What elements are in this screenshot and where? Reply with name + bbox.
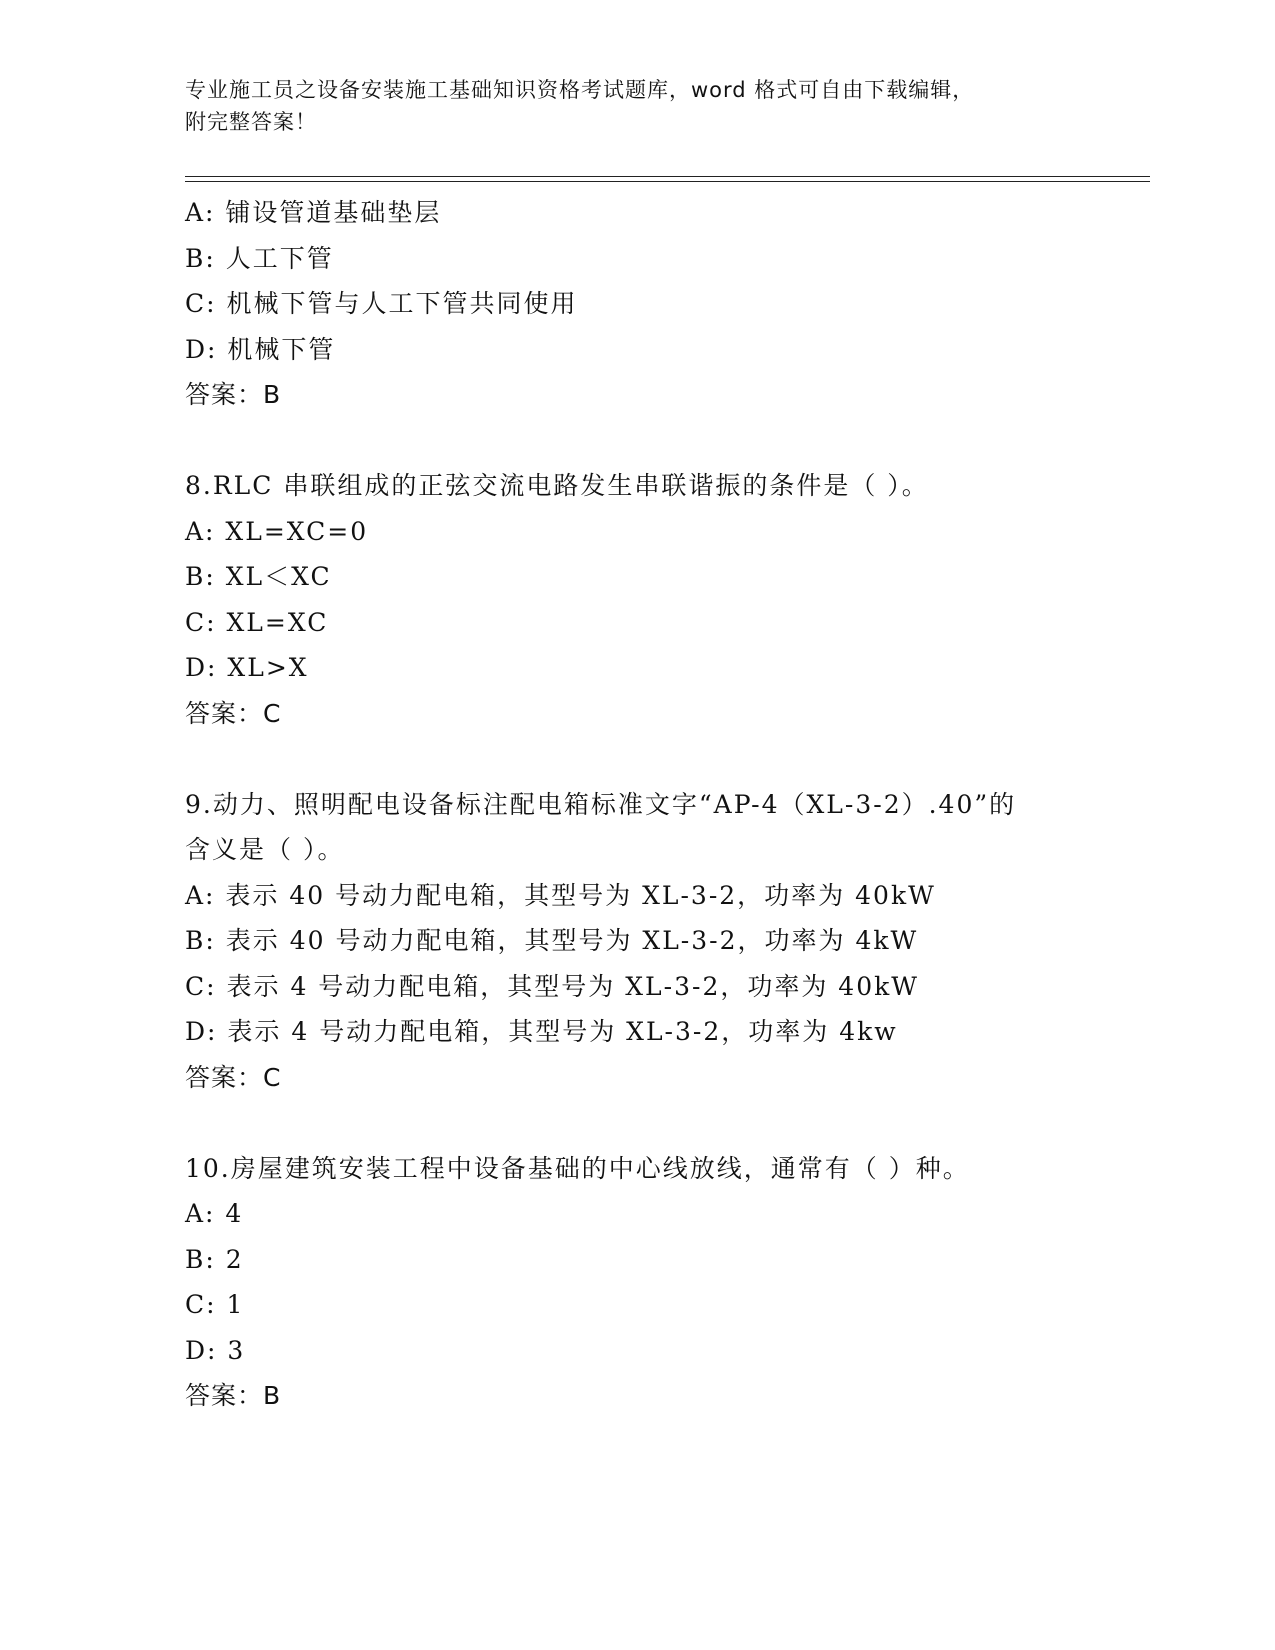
option-d: D: 表示 4 号动力配电箱，其型号为 XL-3-2，功率为 4kw [185, 1017, 898, 1046]
question-text-line-2: 含义是（ ）。 [185, 835, 345, 864]
option-a: A: 表示 40 号动力配电箱，其型号为 XL-3-2，功率为 40kW [185, 880, 936, 910]
document-header [185, 74, 1065, 138]
option-c: C: 表示 4 号动力配电箱，其型号为 XL-3-2，功率为 40kW [185, 971, 919, 1001]
answer: 答案：B [185, 1381, 282, 1410]
spacer [185, 736, 1145, 782]
header-divider-bottom [185, 181, 1150, 182]
option-d: D: 机械下管 [185, 334, 336, 364]
question-list [185, 190, 1145, 1419]
option-d: D: XL>X [185, 653, 309, 682]
question-7 [185, 190, 1145, 418]
option-b: B: 2 [185, 1244, 244, 1274]
option-a: A: XL=XC=0 [185, 516, 369, 546]
option-a: A: 铺设管道基础垫层 [185, 198, 442, 227]
question-text-line-1: 9.动力、照明配电设备标注配电箱标准文字“AP-4（XL-3-2）.40”的 [185, 789, 1017, 819]
option-d: D: 3 [185, 1335, 246, 1365]
question-9 [185, 782, 1145, 1101]
option-c: C: XL=XC [185, 607, 329, 637]
question-10 [185, 1146, 1145, 1419]
question-8 [185, 463, 1145, 736]
answer: 答案：C [185, 698, 282, 728]
option-b: B: 人工下管 [185, 243, 334, 273]
option-b: B: XL＜XC [185, 562, 332, 591]
question-text: 8.RLC 串联组成的正弦交流电路发生串联谐振的条件是（ ）。 [185, 471, 929, 500]
answer: 答案：B [185, 380, 282, 409]
option-a: A: 4 [185, 1199, 244, 1228]
header-line-1: 专业施工员之设备安装施工基础知识资格考试题库，word 格式可自由下载编辑， [185, 78, 975, 102]
answer: 答案：C [185, 1062, 282, 1092]
header-line-2: 附完整答案！ [185, 110, 317, 134]
option-b: B: 表示 40 号动力配电箱，其型号为 XL-3-2，功率为 4kW [185, 926, 919, 955]
question-text: 10.房屋建筑安装工程中设备基础的中心线放线，通常有（ ）种。 [185, 1153, 970, 1183]
spacer [185, 418, 1145, 464]
spacer [185, 1100, 1145, 1146]
option-c: C: 1 [185, 1290, 245, 1319]
header-divider-top [185, 176, 1150, 177]
option-c: C: 机械下管与人工下管共同使用 [185, 289, 578, 318]
